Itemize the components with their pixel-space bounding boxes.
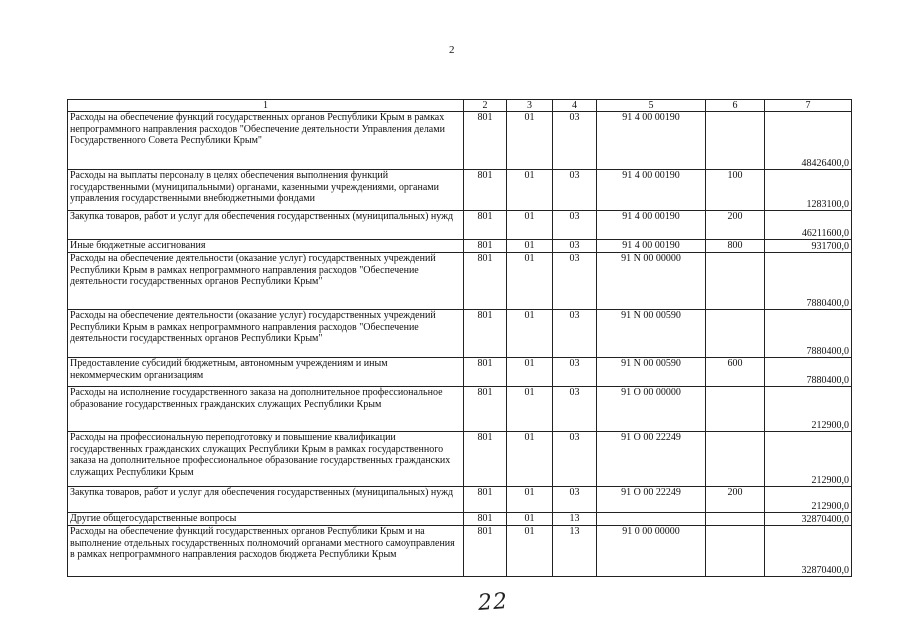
row-name: Расходы на обеспечение функций государственных органов Республики Крым в рамках непрограммного направления расходов "Обеспечение деятельности Управления делами Государственного Совета Республики Крым" <box>68 112 464 170</box>
column-header: 7 <box>765 100 852 112</box>
row-amount: 1283100,0 <box>765 170 852 211</box>
row-col4: 03 <box>553 432 597 487</box>
table-row <box>68 358 852 387</box>
row-col4: 03 <box>553 112 597 170</box>
row-name: Расходы на выплаты персоналу в целях обеспечения выполнения функций государственными (муниципальными) органами, казенными учреждениями, органами управления государственными внебюджетными фондами <box>68 170 464 211</box>
row-col3: 01 <box>507 487 553 513</box>
row-col2: 801 <box>464 526 507 577</box>
row-name: Расходы на обеспечение функций государственных органов Республики Крым и на выполнение отдельных государственных полномочий органами местного самоуправления в рамках непрограммного направления расходов бюджета Республики Крым <box>68 526 464 577</box>
row-col2: 801 <box>464 487 507 513</box>
row-col4: 03 <box>553 253 597 310</box>
row-col6: 200 <box>706 211 765 240</box>
row-col5: 91 О 00 22249 <box>597 432 706 487</box>
row-col2: 801 <box>464 432 507 487</box>
row-col3: 01 <box>507 310 553 358</box>
row-col6 <box>706 253 765 310</box>
row-col2: 801 <box>464 358 507 387</box>
row-col4: 13 <box>553 526 597 577</box>
row-col4: 13 <box>553 513 597 526</box>
page-number: 2 <box>449 44 455 56</box>
table-row <box>68 112 852 170</box>
table-row <box>68 432 852 487</box>
row-col5: 91 4 00 00190 <box>597 112 706 170</box>
table-row <box>68 253 852 310</box>
row-col3: 01 <box>507 211 553 240</box>
row-col2: 801 <box>464 387 507 432</box>
column-header: 1 <box>68 100 464 112</box>
table-row <box>68 170 852 211</box>
budget-table-body <box>68 100 852 577</box>
row-col5 <box>597 513 706 526</box>
row-col2: 801 <box>464 253 507 310</box>
row-col4: 03 <box>553 310 597 358</box>
row-col3: 01 <box>507 112 553 170</box>
table-row <box>68 240 852 253</box>
row-amount: 931700,0 <box>765 240 852 253</box>
table-row <box>68 526 852 577</box>
table-row <box>68 387 852 432</box>
column-header: 4 <box>553 100 597 112</box>
row-col6: 800 <box>706 240 765 253</box>
row-col6 <box>706 310 765 358</box>
row-col3: 01 <box>507 513 553 526</box>
row-name: Расходы на обеспечение деятельности (оказание услуг) государственных учреждений Республики Крым в рамках непрограммного направления расходов "Обеспечение деятельности государственных органов Республики Крым" <box>68 253 464 310</box>
row-amount: 212900,0 <box>765 487 852 513</box>
row-col6 <box>706 112 765 170</box>
row-col3: 01 <box>507 240 553 253</box>
column-header: 6 <box>706 100 765 112</box>
table-row <box>68 513 852 526</box>
row-col4: 03 <box>553 170 597 211</box>
row-name: Закупка товаров, работ и услуг для обеспечения государственных (муниципальных) нужд <box>68 211 464 240</box>
row-amount: 212900,0 <box>765 387 852 432</box>
budget-table <box>67 99 852 577</box>
row-name: Расходы на исполнение государственного заказа на дополнительное профессиональное образование государственных гражданских служащих Республики Крым <box>68 387 464 432</box>
column-header: 2 <box>464 100 507 112</box>
row-col2: 801 <box>464 170 507 211</box>
row-col3: 01 <box>507 358 553 387</box>
row-col4: 03 <box>553 211 597 240</box>
row-col5: 91 4 00 00190 <box>597 211 706 240</box>
row-col2: 801 <box>464 112 507 170</box>
row-name: Другие общегосударственные вопросы <box>68 513 464 526</box>
row-col5: 91 О 00 00000 <box>597 387 706 432</box>
table-header-row <box>68 100 852 112</box>
row-col2: 801 <box>464 240 507 253</box>
row-col3: 01 <box>507 387 553 432</box>
row-col4: 03 <box>553 387 597 432</box>
row-col4: 03 <box>553 358 597 387</box>
row-name: Предоставление субсидий бюджетным, автономным учреждениям и иным некоммерческим организациям <box>68 358 464 387</box>
row-col4: 03 <box>553 240 597 253</box>
row-col5: 91 О 00 22249 <box>597 487 706 513</box>
row-col6 <box>706 387 765 432</box>
row-col6: 600 <box>706 358 765 387</box>
row-amount: 32870400,0 <box>765 526 852 577</box>
table-row <box>68 211 852 240</box>
table-row <box>68 310 852 358</box>
row-name: Закупка товаров, работ и услуг для обеспечения государственных (муниципальных) нужд <box>68 487 464 513</box>
row-col5: 91 N 00 00590 <box>597 310 706 358</box>
row-col5: 91 4 00 00190 <box>597 170 706 211</box>
row-col3: 01 <box>507 432 553 487</box>
row-amount: 7880400,0 <box>765 358 852 387</box>
handwritten-page-note: 22 <box>477 588 509 617</box>
column-header: 5 <box>597 100 706 112</box>
row-amount: 212900,0 <box>765 432 852 487</box>
row-col6 <box>706 513 765 526</box>
row-amount: 7880400,0 <box>765 310 852 358</box>
row-col6: 200 <box>706 487 765 513</box>
row-col2: 801 <box>464 310 507 358</box>
table-row <box>68 487 852 513</box>
row-col6 <box>706 526 765 577</box>
row-name: Иные бюджетные ассигнования <box>68 240 464 253</box>
row-col3: 01 <box>507 526 553 577</box>
column-header: 3 <box>507 100 553 112</box>
row-amount: 46211600,0 <box>765 211 852 240</box>
row-col3: 01 <box>507 253 553 310</box>
row-amount: 32870400,0 <box>765 513 852 526</box>
row-name: Расходы на обеспечение деятельности (оказание услуг) государственных учреждений Республики Крым в рамках непрограммного направления расходов "Обеспечение деятельности государственных органов Республики Крым" <box>68 310 464 358</box>
row-col6 <box>706 432 765 487</box>
row-col5: 91 4 00 00190 <box>597 240 706 253</box>
row-col4: 03 <box>553 487 597 513</box>
row-col2: 801 <box>464 513 507 526</box>
row-col5: 91 N 00 00590 <box>597 358 706 387</box>
row-name: Расходы на профессиональную переподготовку и повышение квалификации государственных гражданских служащих Республики Крым в рамках государственного заказа на дополнительное профессиональное образование государственных гражданских служащих Республики Крым <box>68 432 464 487</box>
row-amount: 48426400,0 <box>765 112 852 170</box>
row-col5: 91 0 00 00000 <box>597 526 706 577</box>
row-col5: 91 N 00 00000 <box>597 253 706 310</box>
row-col6: 100 <box>706 170 765 211</box>
row-col2: 801 <box>464 211 507 240</box>
row-amount: 7880400,0 <box>765 253 852 310</box>
row-col3: 01 <box>507 170 553 211</box>
